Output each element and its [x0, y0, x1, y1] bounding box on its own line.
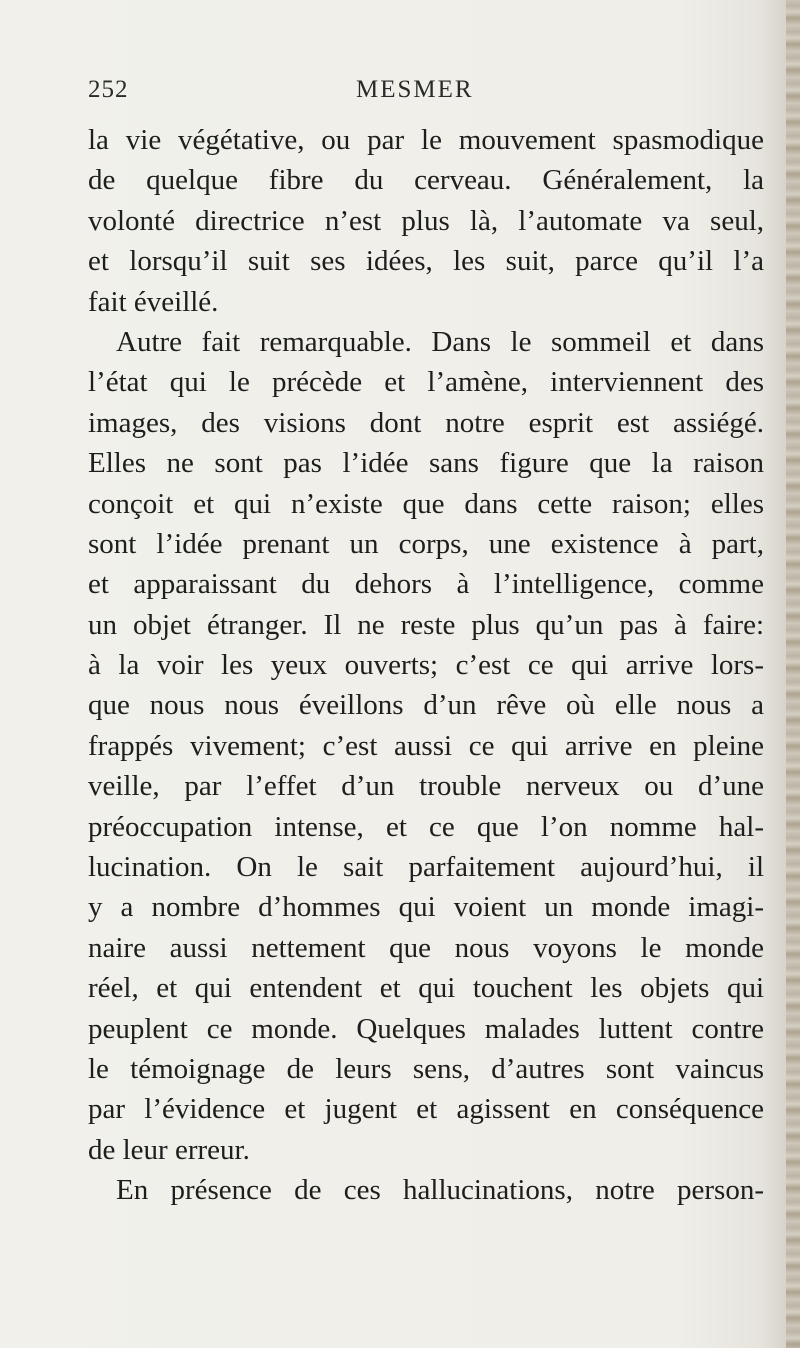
text-line: conçoit et qui n’existe que dans cette raison; elles	[88, 487, 764, 520]
text-line: En présence de ces hallucinations, notre person-	[116, 1174, 764, 1207]
text-line: l’état qui le précède et l’amène, interviennent des	[88, 366, 764, 399]
text-line: Elles ne sont pas l’idée sans figure que la raison	[88, 447, 764, 480]
text-line: lucination. On le sait parfaitement aujourd’hui, il	[88, 851, 764, 884]
text-line: réel, et qui entendent et qui touchent les objets qui	[88, 972, 764, 1005]
text-line: Autre fait remarquable. Dans le sommeil et dans	[116, 325, 764, 358]
text-line: de leur erreur.	[88, 1133, 250, 1166]
text-line: y a nombre d’hommes qui voient un monde imagi-	[88, 891, 764, 924]
text-line: images, des visions dont notre esprit est assiégé.	[88, 406, 764, 439]
text-line: frappés vivement; c’est aussi ce qui arrive en pleine	[88, 729, 764, 762]
text-line: préoccupation intense, et ce que l’on nomme hal-	[88, 810, 764, 843]
text-line: et apparaissant du dehors à l’intelligence, comme	[88, 568, 764, 601]
running-head	[88, 76, 764, 116]
text-line: le témoignage de leurs sens, d’autres sont vaincus	[88, 1052, 764, 1085]
text-line: un objet étranger. Il ne reste plus qu’un pas à faire:	[88, 608, 764, 641]
text-line: naire aussi nettement que nous voyons le monde	[88, 931, 764, 964]
text-line: fait éveillé.	[88, 285, 219, 318]
text-line: la vie végétative, ou par le mouvement spasmodique	[88, 124, 764, 156]
text-line: volonté directrice n’est plus là, l’automate va seul,	[88, 204, 764, 237]
page-number: 252	[88, 76, 129, 103]
text-line: et lorsqu’il suit ses idées, les suit, parce qu’il l’a	[88, 245, 764, 278]
text-line: peuplent ce monde. Quelques malades luttent contre	[88, 1012, 764, 1045]
text-line: par l’évidence et jugent et agissent en conséquence	[88, 1093, 764, 1126]
body-text	[88, 120, 764, 1211]
text-line: à la voir les yeux ouverts; c’est ce qui arrive lors-	[88, 649, 764, 682]
page-edge	[786, 0, 800, 1348]
text-line: que nous nous éveillons d’un rêve où elle nous a	[88, 689, 764, 722]
text-line: sont l’idée prenant un corps, une existence à part,	[88, 527, 764, 560]
text-line: veille, par l’effet d’un trouble nerveux ou d’une	[88, 770, 764, 803]
running-title: MESMER	[356, 76, 474, 103]
text-line: de quelque fibre du cerveau. Généralement, la	[88, 164, 764, 197]
